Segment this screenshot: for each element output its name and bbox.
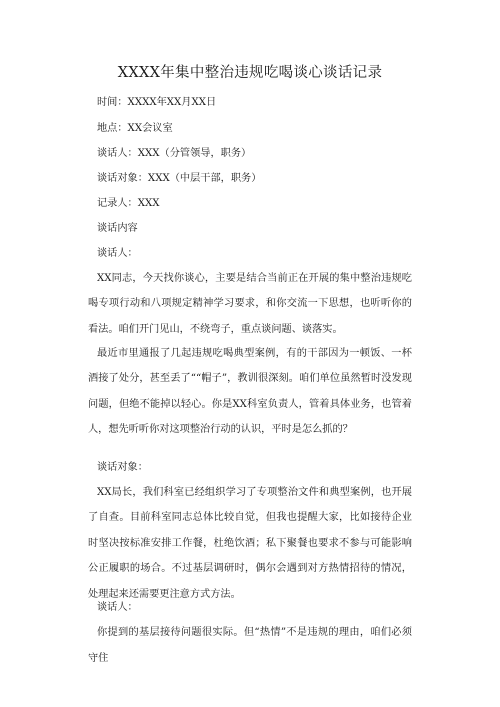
meta-place: 地点：XX会议室 xyxy=(97,123,173,134)
meta-talker: 谈话人：XXX（分管领导，职务） xyxy=(97,148,252,159)
meta-recorder: 记录人：XXX xyxy=(97,198,160,209)
paragraph-talker-opening: XX同志，今天找你谈心，主要是结合当前正在开展的集中整治违规吃喝专项行动和八项规定精神学习要求，和你交流一下思想，也听听你的看法。咱们开门见山，不绕弯子，重点谈问题、谈落实。 xyxy=(88,273,412,335)
content-heading: 谈话内容 xyxy=(97,223,138,234)
paragraph-talker-followup: 你提到的基层接待问题很实际。但“热情”不是违规的理由，咱们必须守住 xyxy=(88,627,412,664)
meta-talkee: 谈话对象：XXX（中层干部，职务） xyxy=(97,173,262,184)
document-title: XXXX年集中整治违规吃喝谈心谈话记录 xyxy=(117,65,383,81)
meta-time: 时间：XXXX年XX月XX日 xyxy=(97,97,217,108)
paragraph-talkee-response: XX局长，我们科室已经组织学习了专项整治文件和典型案例，也开展了自查。目前科室同志总体比较自觉，但我也提醒大家，比如接待企业时坚决按标准安排工作餐，杜绝饮酒；私下聚餐也要求不参与可能影响公正履职的场合。不过基层调研时，偶尔会遇到对方热情招待的情况，处理起来还需要更注意方式方法。 xyxy=(88,487,412,600)
speaker-label-talker: 谈话人： xyxy=(97,248,138,259)
speaker-label-talkee: 谈话对象： xyxy=(97,462,148,473)
speaker-label-talker-2: 谈话人： xyxy=(97,602,138,613)
paragraph-talker-cases: 最近市里通报了几起违规吃喝典型案例，有的干部因为一顿饭、一杯酒接了处分，甚至丢了““帽子”，教训很深刻。咱们单位虽然暂时没发现问题，但绝不能掉以轻心。你是XX科室负责人，管着具体业务，也管着人，想先听听你对这项整治行动的认识，平时是怎么抓的？ xyxy=(88,348,412,436)
